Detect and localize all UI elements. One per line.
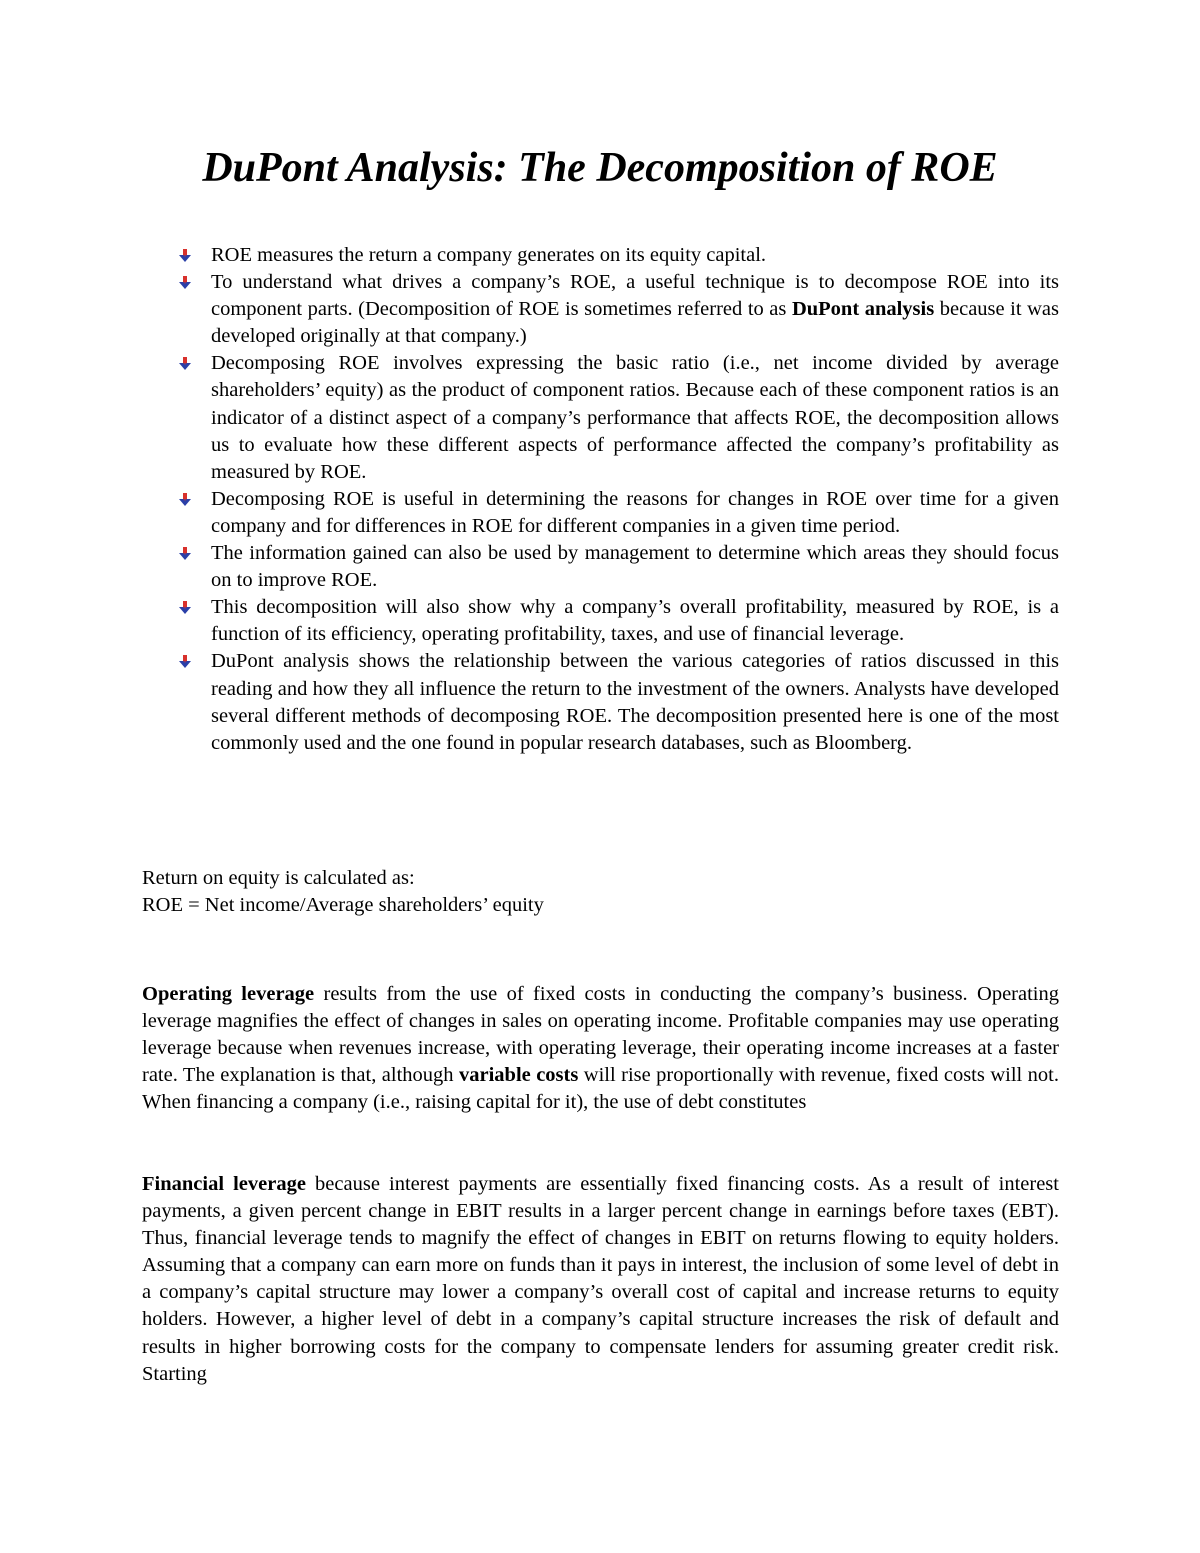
- operating-leverage-term: Operating leverage: [142, 983, 315, 1005]
- bullet-text: To understand what drives a company’s ROE, a useful technique is to decompose ROE into its component parts. (Decomposition of ROE is sometimes referred to as: [211, 271, 1059, 321]
- financial-leverage-paragraph: [142, 1171, 1059, 1388]
- roe-formula-block: [142, 865, 1059, 919]
- list-item: [176, 486, 1059, 540]
- arrow-down-bullet-icon: [178, 655, 192, 669]
- arrow-down-bullet-icon: [178, 601, 192, 615]
- formula-equation: ROE = Net income/Average shareholders’ equity: [142, 894, 544, 917]
- bullet-text: This decomposition will also show why a company’s overall profitability, measured by ROE, is a function of its efficiency, operating profitability, taxes, and use of financial leverage.: [211, 596, 1059, 646]
- operating-leverage-text-end: will rise proportionally with revenue, fixed costs will not. When financing a company (i.e., raising capital for it), the use of debt constitutes: [142, 1064, 1059, 1114]
- list-item: [176, 242, 1059, 269]
- financial-leverage-text: because interest payments are essentially fixed financing costs. As a result of interest payments, a given percent change in EBIT results in a larger percent change in earnings before taxes (EBT). Thus, financial leverage tends to magnify the effect of changes in EBIT on returns flowing to equity holders. Assuming that a company can earn more on funds than it pays in interest, the inclusion of some level of debt in a company’s capital structure may lower a company’s overall cost of capital and increase returns to equity holders. However, a higher level of debt in a company’s capital structure increases the risk of default and results in higher borrowing costs for the company to compensate lenders for assuming greater credit risk. Starting: [142, 1173, 1059, 1385]
- page-title: DuPont Analysis: The Decomposition of ROE: [202, 145, 998, 191]
- bullet-text: Decomposing ROE is useful in determining the reasons for changes in ROE over time for a given company and for differences in ROE for different companies in a given time period.: [211, 487, 1059, 537]
- bullet-text-after: because it was developed originally at that company.): [211, 298, 1059, 348]
- bullet-text: ROE measures the return a company generates on its equity capital.: [211, 244, 767, 266]
- operating-leverage-paragraph: [142, 981, 1059, 1116]
- bullet-list: [176, 242, 1059, 757]
- list-item: [176, 540, 1059, 594]
- arrow-down-bullet-icon: [178, 357, 192, 371]
- variable-costs-term: variable costs: [459, 1064, 579, 1087]
- list-item: [176, 350, 1059, 485]
- list-item: [176, 594, 1059, 648]
- bullet-bold-term: DuPont analysis: [791, 298, 935, 321]
- arrow-down-bullet-icon: [178, 276, 192, 290]
- arrow-down-bullet-icon: [178, 249, 192, 263]
- formula-intro: Return on equity is calculated as:: [142, 867, 415, 889]
- bullet-text: Decomposing ROE involves expressing the basic ratio (i.e., net income divided by average shareholders’ equity) as the product of component ratios. Because each of these component ratios is an indicator of a distinct aspect of a company’s performance that affects ROE, the decomposition allows us to evaluate how these different aspects of performance affected the company’s profitability as measured by ROE.: [211, 352, 1059, 483]
- financial-leverage-term: Financial leverage: [142, 1173, 306, 1195]
- arrow-down-bullet-icon: [178, 493, 192, 507]
- bullet-text: DuPont analysis shows the relationship between the various categories of ratios discussed in this reading and how they all influence the return to the investment of the owners. Analysts have developed several different methods of decomposing ROE. The decomposition presented here is one of the most commonly used and the one found in popular research databases, such as Bloomberg.: [211, 650, 1059, 754]
- operating-leverage-text: results from the use of fixed costs in conducting the company’s business. Operating leverage magnifies the effect of changes in sales on operating income. Profitable companies may use operating leverage because when revenues increase, with operating leverage, their operating income increases at a faster rate. The explanation is that, although: [142, 983, 1059, 1087]
- list-item: [176, 648, 1059, 756]
- list-item: [176, 269, 1059, 350]
- bullet-text: The information gained can also be used by management to determine which areas they should focus on to improve ROE.: [211, 542, 1059, 592]
- arrow-down-bullet-icon: [178, 547, 192, 561]
